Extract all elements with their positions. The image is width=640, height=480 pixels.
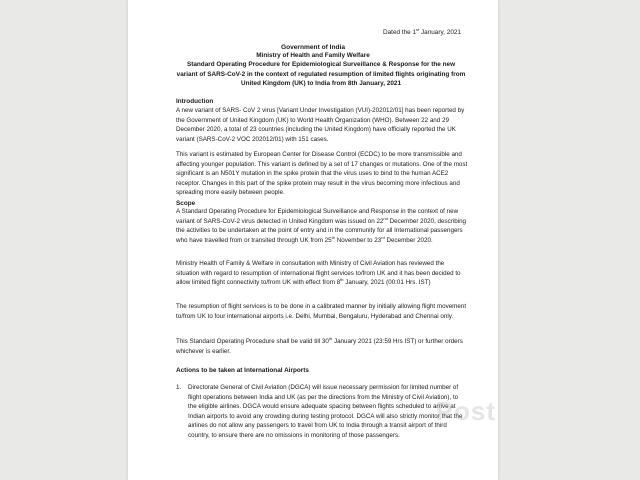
document-page [128,0,498,480]
introduction-paragraph-2: This variant is estimated by European Center for Disease Control (ECDC) to be more transmissible and affecting younger population. This variant is defined by a set of 17 changes or mutations. One of the most significant is an N501Y mutation in the spike protein that the virus uses to bind to the human ACE2 receptor. Changes in this part of the spike protein may result in the virus becoming more infectious and spreading more easily between people. [176,151,468,197]
ministry-header: Ministry of Health and Family Welfare [256,52,370,59]
introduction-heading: Introduction [176,98,214,105]
actions-heading: Actions to be taken at International Airports [176,367,309,374]
scope-paragraph-4: This Standard Operating Procedure shall be valid till 30th January 2021 (23:59 Hrs IST) or further orders whichever is earlier. [176,335,463,355]
scope-paragraph-2: Ministry Health of Family & Welfare in consultation with Ministry of Civil Aviation has reviewed the situation with regard to resumption of international flight services to/from UK and it has been decided to allow limited flight connectivity to/from UK with effect from 8th January, 2021 (00:01 Hrs. IST) [176,260,461,287]
scope-heading: Scope [176,200,196,207]
watermark: Post [435,396,496,426]
actions-list [176,383,468,441]
document-date: Dated the 1st January, 2021 [383,27,461,37]
list-item [176,383,468,441]
scope-paragraph-3: The resumption of flight services is to be done in a calibrated manner by initially allowing flight movement to/from UK to four international airports i.e. Delhi, Mumbai, Bengaluru, Hyderabad and Chennai only. [176,303,467,320]
government-header: Government of India [280,44,346,51]
scope-paragraph-1: A Standard Operating Procedure for Epidemiological Surveillance and Response in the context of new variant of SARS-CoV-2 virus detected in United Kingdom was issued on 22nd December 2020, describing the activities to be undertaken at the point of entry and in the community for all International passengers who have travelled from or transited through UK from 25th November to 23rd December 2020. [176,208,467,244]
introduction-paragraph-1: A new variant of SARS- CoV 2 virus [Variant Under Investigation (VUI)-202012/01] has been reported by the Government of United Kingdom (UK) to World Health Organization (WHO). Between 22 and 29 December 2020, a total of 23 countries (including the United Kingdom) have officially reported the UK variant (SARS-CoV-2 VOC 202012/01) with 151 cases. [176,107,465,143]
list-item-number: 1. [176,384,182,391]
list-item-text: Directorate General of Civil Aviation (DGCA) will issue necessary permission for limited number of flight operations between India and UK (as per the directions from the Ministry of Civil Aviation), to the eligible airlines. DGCA would ensure adequate spacing between flights scheduled to arrive at Indian airports to avoid any crowding during testing protocol. DGCA will also strictly monitor that the airlines do not allow any passengers to travel from UK to India through a transit airport of third country, to ensure there are no omissions in monitoring of those passengers. [188,384,463,439]
document-title: Standard Operating Procedure for Epidemiological Surveillance & Response for the new variant of SARS-CoV-2 in the context of regulated resumption of limited flights originating from United Kingdom (UK) to India from 8th January, 2021 [176,61,466,88]
